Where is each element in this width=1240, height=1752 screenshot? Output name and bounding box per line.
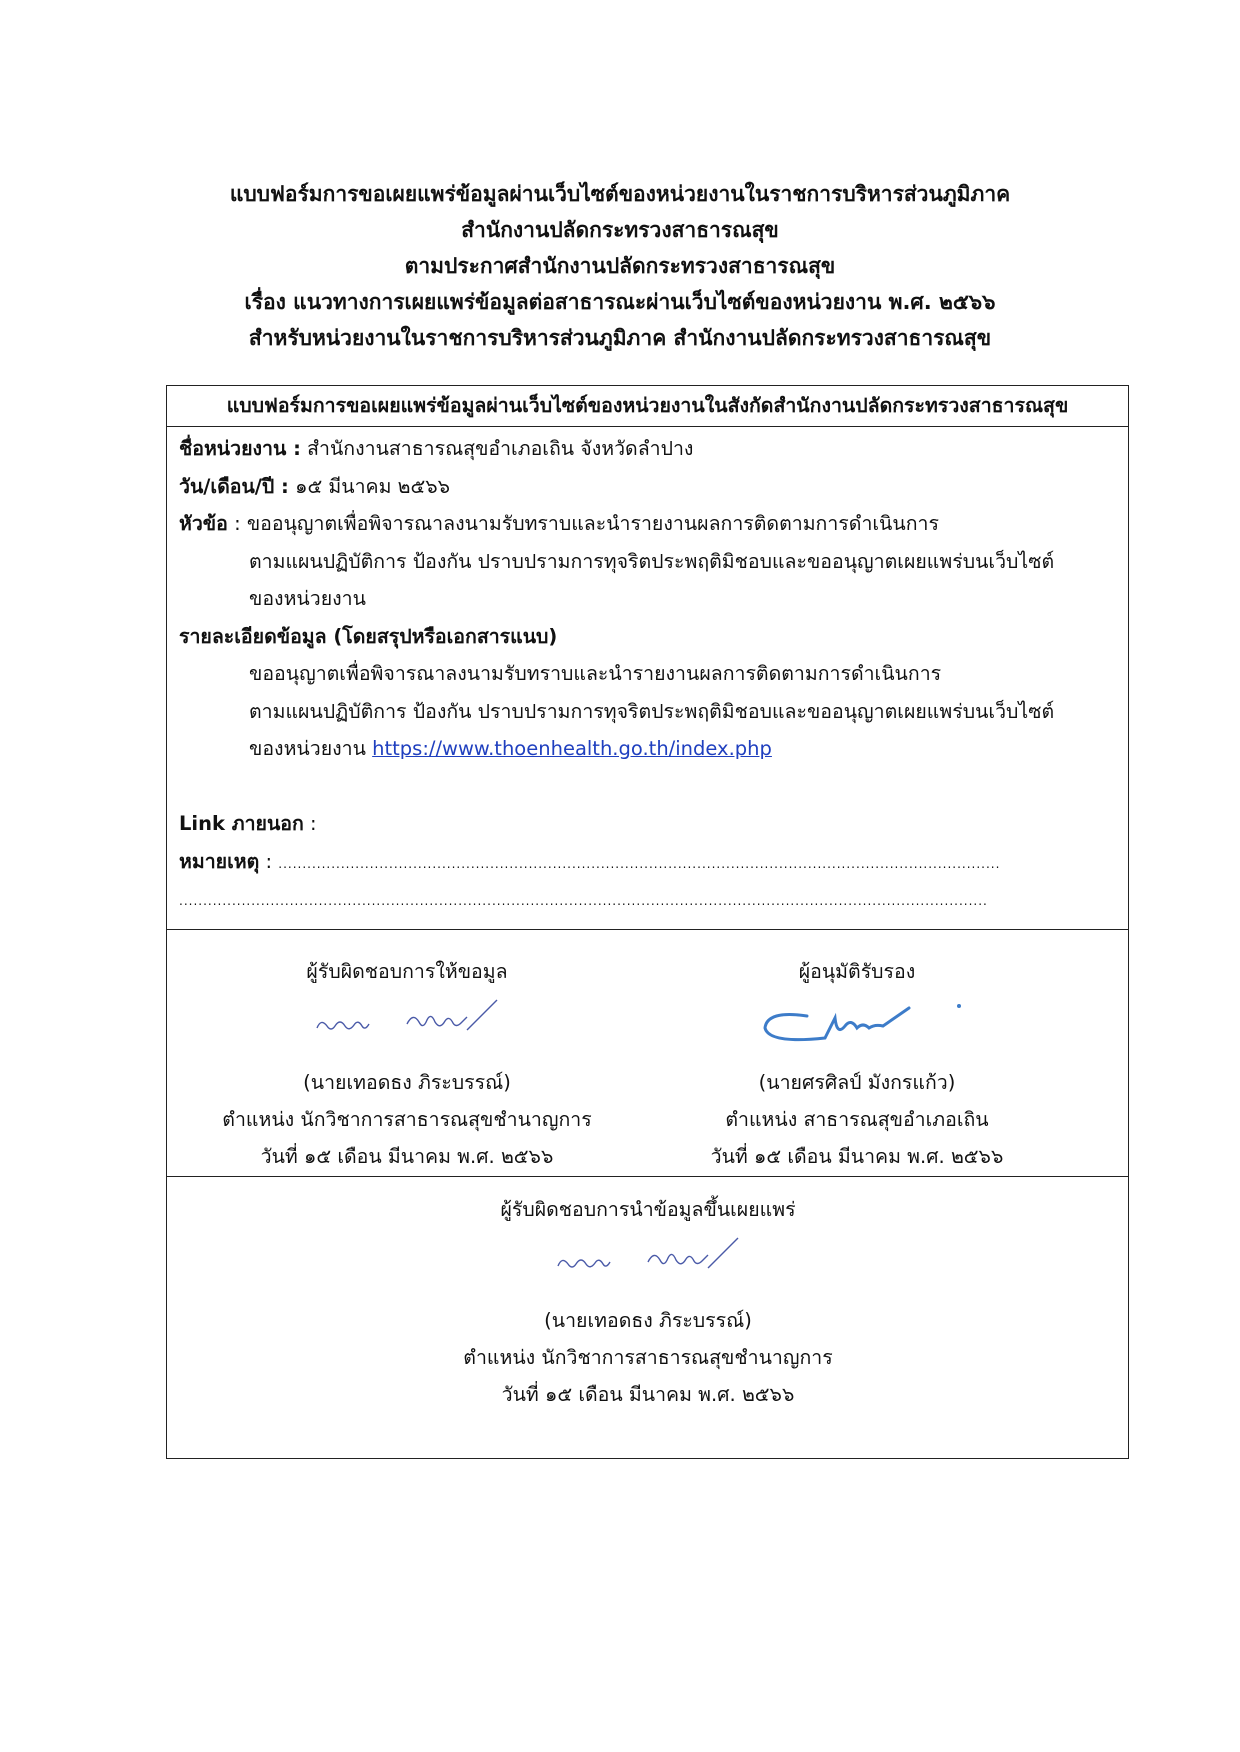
detail-link[interactable]: https://www.thoenhealth.go.th/index.php <box>372 737 772 760</box>
date-label: วัน/เดือน/ปี : <box>179 474 289 498</box>
provider-date: วันที่ ๑๕ เดือน มีนาคม พ.ศ. ๒๕๖๖ <box>260 1145 554 1168</box>
date-row <box>179 468 1119 506</box>
publisher-title: ผู้รับผิดชอบการนำข้อมูลขึ้นเผยแพร่ <box>500 1198 796 1221</box>
topic-line-1: : ขออนุญาตเพื่อพิจารณาลงนามรับทราบและนำรายงานผลการติดตามการดำเนินการ <box>234 512 939 535</box>
approver-position: ตำแหน่ง สาธารณสุขอำเภอเถิน <box>725 1108 989 1131</box>
note-colon: : <box>265 849 273 873</box>
topic-line-3: ของหน่วยงาน <box>249 587 366 610</box>
publisher-signature-image <box>538 1232 758 1292</box>
detail-line-3-prefix: ของหน่วยงาน <box>249 737 366 760</box>
detail-line-3 <box>179 730 1119 768</box>
external-link-colon: : <box>310 812 317 835</box>
approver-date: วันที่ ๑๕ เดือน มีนาคม พ.ศ. ๒๕๖๖ <box>710 1145 1004 1168</box>
publisher-date: วันที่ ๑๕ เดือน มีนาคม พ.ศ. ๒๕๖๖ <box>501 1383 795 1406</box>
unit-value: สำนักงานสาธารณสุขอำเภอเถิน จังหวัดลำปาง <box>307 437 694 460</box>
publisher-divider <box>167 1176 1128 1177</box>
note-label: หมายเหตุ <box>179 849 260 873</box>
publisher-name: (นายเทอดธง ภิระบรรณ์) <box>544 1309 752 1332</box>
external-link-label: Link ภายนอก <box>179 812 304 835</box>
heading-line-4: เรื่อง แนวทางการเผยแพร่ข้อมูลต่อสาธารณะผ่านเว็บไซต์ของหน่วยงาน พ.ศ. ๒๕๖๖ <box>244 290 996 314</box>
provider-signature-block <box>167 953 647 1175</box>
heading-line-5: สำหรับหน่วยงานในราชการบริหารส่วนภูมิภาค สำนักงานปลัดกระทรวงสาธารณสุข <box>248 326 992 350</box>
date-value: ๑๕ มีนาคม ๒๕๖๖ <box>295 474 450 498</box>
approver-signature-image <box>737 994 977 1054</box>
approver-title: ผู้อนุมัติรับรอง <box>798 960 916 983</box>
provider-signature-image <box>297 994 517 1054</box>
provider-title: ผู้รับผิดชอบการให้ขอมูล <box>306 960 508 983</box>
unit-row <box>179 430 1119 468</box>
blank-row <box>179 768 1119 806</box>
topic-row <box>179 505 1119 543</box>
topic-label: หัวข้อ <box>179 512 228 535</box>
detail-label: รายละเอียดข้อมูล (โดยสรุปหรือเอกสารแนบ) <box>179 624 558 648</box>
detail-line-1: ขออนุญาตเพื่อพิจารณาลงนามรับทราบและนำรายงานผลการติดตามการดำเนินการ <box>249 662 942 685</box>
approver-name: (นายศรศิลป์ มังกรแก้ว) <box>758 1071 956 1094</box>
heading-line-3: ตามประกาศสำนักงานปลัดกระทรวงสาธารณสุข <box>404 254 836 278</box>
title-divider <box>167 426 1128 427</box>
note-dots-2: ........................................................................................................................................................................ <box>179 894 988 908</box>
detail-line-2: ตามแผนปฏิบัติการ ป้องกัน ปราบปรามการทุจริตประพฤติมิชอบและขออนุญาตเผยแพร่บนเว็บไซต์ <box>249 699 1055 723</box>
topic-line-2: ตามแผนปฏิบัติการ ป้องกัน ปราบปรามการทุจริตประพฤติมิชอบและขออนุญาตเผยแพร่บนเว็บไซต์ <box>249 549 1055 573</box>
form-body <box>179 430 1119 921</box>
publisher-position: ตำแหน่ง นักวิชาการสาธารณสุขชำนาญการ <box>463 1346 833 1369</box>
publisher-signature-block <box>408 1191 888 1413</box>
form-box-title: แบบฟอร์มการขอเผยแพร่ข้อมูลผ่านเว็บไซต์ของหน่วยงานในสังกัดสำนักงานปลัดกระทรวงสาธารณสุข <box>226 394 1069 417</box>
note-dots-1: ...................................................................................................................................................... <box>278 856 1001 871</box>
approver-signature-block <box>617 953 1097 1175</box>
document-heading <box>0 176 1240 356</box>
heading-line-1: แบบฟอร์มการขอเผยแพร่ข้อมูลผ่านเว็บไซต์ของหน่วยงานในราชการบริหารส่วนภูมิภาค <box>229 182 1011 206</box>
form-frame <box>166 385 1129 1459</box>
unit-label: ชื่อหน่วยงาน : <box>179 437 301 460</box>
note-row <box>179 843 1119 884</box>
signature-divider <box>167 929 1128 930</box>
external-link-row <box>179 805 1119 843</box>
heading-line-2: สำนักงานปลัดกระทรวงสาธารณสุข <box>461 218 779 242</box>
provider-name: (นายเทอดธง ภิระบรรณ์) <box>303 1071 511 1094</box>
provider-position: ตำแหน่ง นักวิชาการสาธารณสุขชำนาญการ <box>222 1108 592 1131</box>
